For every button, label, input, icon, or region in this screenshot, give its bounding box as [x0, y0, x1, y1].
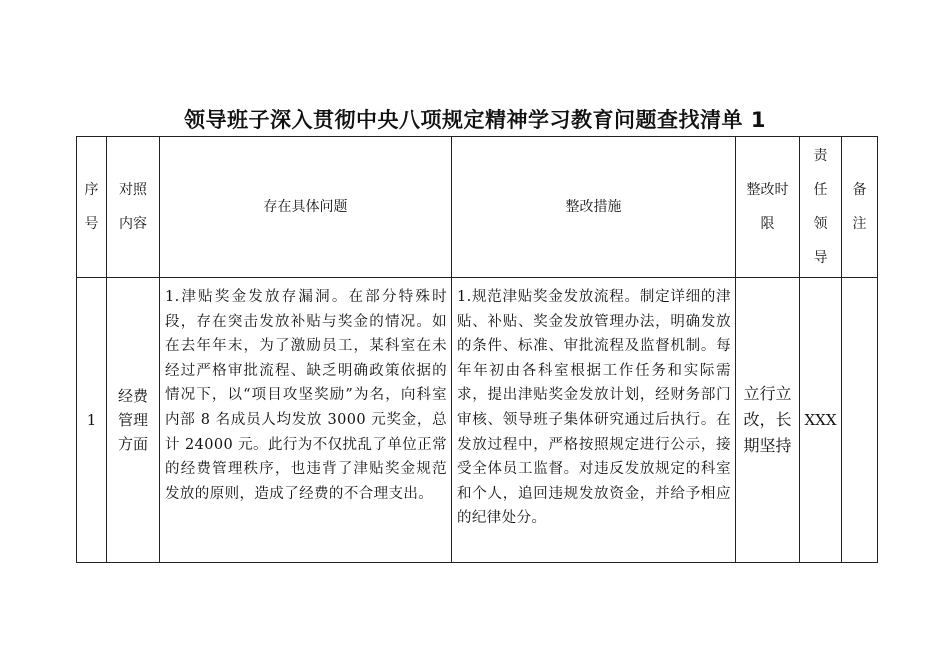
table-row	[77, 278, 878, 563]
row-deadline: 立行立改，长期坚持	[743, 384, 792, 455]
cell-measure	[452, 278, 736, 563]
row-problem-text: 1.津贴奖金发放存漏洞。在部分特殊时段，存在突击发放补贴与奖金的情况。如在去年年末，为了激励员工，某科室在未经过严格审批流程、缺乏明确政策依据的情况下，以“项目攻坚奖励”为名，向科室内部 8 名成员人均发放 3000 元奖金，总计 24000 元。此行为不仅扰乱了单位正常的经费管理秩序，也违背了津贴奖金规范发放的原则，造成了经费的不合理支出。	[165, 289, 447, 502]
table-header-row	[77, 137, 878, 278]
header-index-label: 序号	[84, 182, 99, 232]
row-measure-text: 1.规范津贴奖金发放流程。制定详细的津贴、补贴、奖金发放管理办法，明确发放的条件、标准、审批流程及监督机制。每年年初由各科室根据工作任务和实际需求，提出津贴奖金发放计划，经财务部门审核、领导班子集体研究通过后执行。在发放过程中，严格按照规定进行公示，接受全体员工监督。对违反发放规定的科室和个人，追回违规发放资金，并给予相应的纪律处分。	[457, 289, 731, 527]
header-category	[107, 137, 160, 278]
cell-problem	[160, 278, 452, 563]
cell-category	[107, 278, 160, 563]
header-problem	[160, 137, 452, 278]
header-measure-label: 整改措施	[565, 199, 622, 215]
cell-leader	[800, 278, 842, 563]
document-title: 领导班子深入贯彻中央八项规定精神学习教育问题查找清单 1	[184, 108, 766, 132]
header-remark-label: 备注	[852, 182, 867, 232]
header-index	[77, 137, 107, 278]
row-leader: XXX	[804, 411, 837, 429]
issue-checklist-table	[76, 136, 878, 563]
cell-remark	[842, 278, 878, 563]
header-category-label: 对照内容	[119, 182, 147, 232]
row-category: 经费管理方面	[117, 387, 148, 453]
cell-deadline	[736, 278, 800, 563]
header-remark	[842, 137, 878, 278]
header-deadline	[736, 137, 800, 278]
header-problem-label: 存在具体问题	[263, 199, 348, 215]
row-index: 1	[86, 411, 97, 429]
header-leader-label: 责任领导	[813, 148, 828, 266]
header-leader	[800, 137, 842, 278]
cell-index	[77, 278, 107, 563]
header-measure	[452, 137, 736, 278]
header-deadline-label: 整改时限	[746, 182, 789, 232]
